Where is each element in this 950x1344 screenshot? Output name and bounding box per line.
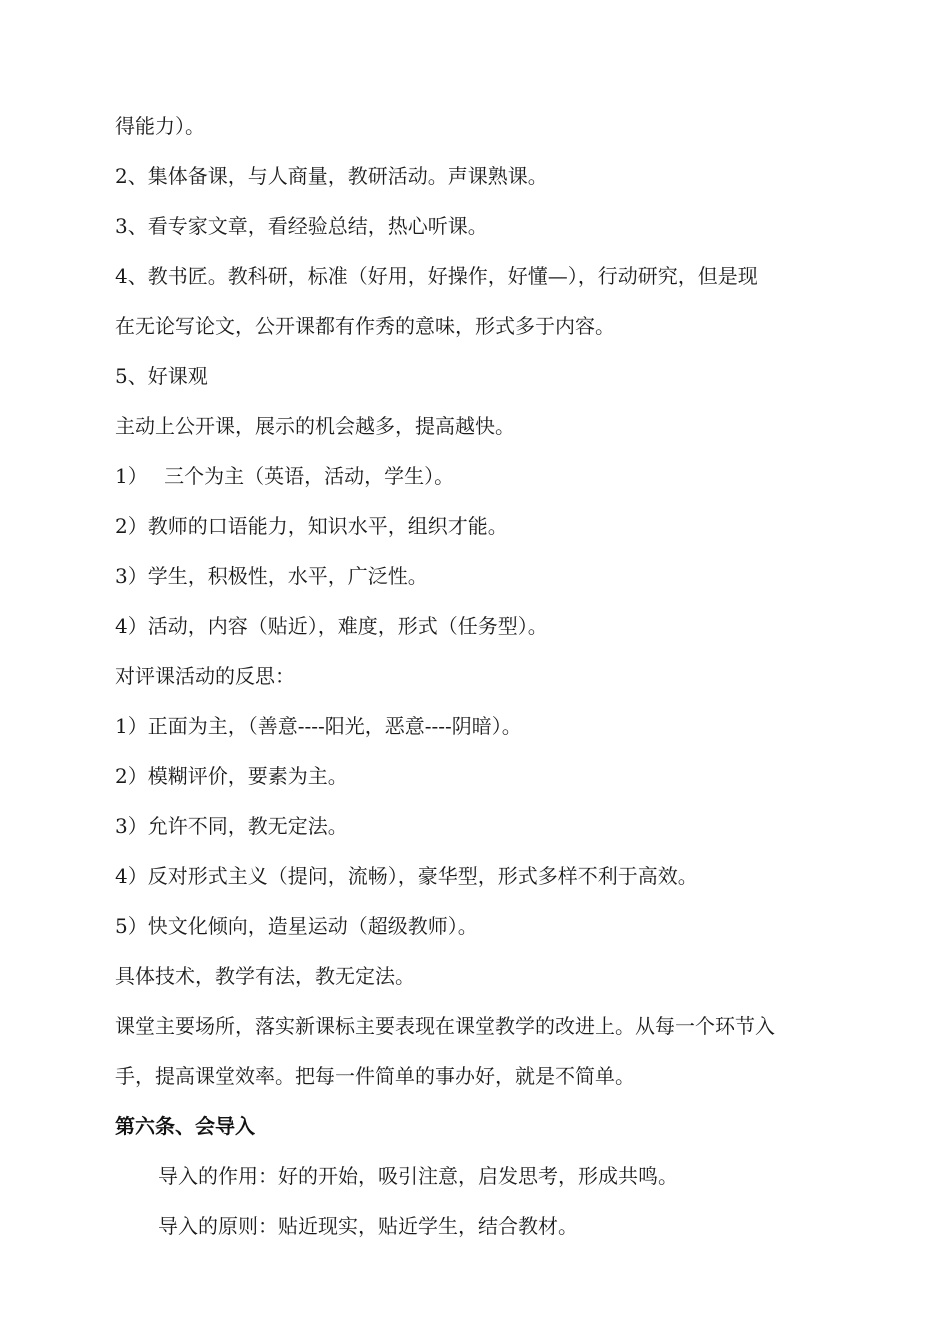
- text-line: 在无论写论文，公开课都有作秀的意味，形式多于内容。: [115, 314, 615, 338]
- text-line: 5）快文化倾向，造星运动（超级教师）。: [115, 914, 478, 938]
- text-line: 1）正面为主，（善意----阳光，恶意----阴暗）。: [115, 714, 522, 738]
- text-line: 4）活动，内容（贴近），难度，形式（任务型）。: [115, 614, 548, 638]
- text-line: 手，提高课堂效率。把每一件简单的事办好，就是不简单。: [115, 1064, 635, 1088]
- text-line: 3）允许不同，教无定法。: [115, 814, 348, 838]
- text-line: 2、集体备课，与人商量，教研活动。声课熟课。: [115, 164, 548, 188]
- intro-principle-text: 导入的原则：贴近现实，贴近学生，结合教材。: [158, 1214, 578, 1238]
- text-line: 得能力）。: [115, 114, 205, 138]
- text-line: 3）学生，积极性，水平，广泛性。: [115, 564, 428, 588]
- text-line: 4）反对形式主义（提问，流畅），豪华型，形式多样不利于高效。: [115, 864, 698, 888]
- text-line: 1） 三个为主（英语，活动，学生）。: [115, 464, 455, 488]
- text-line: 3、看专家文章，看经验总结，热心听课。: [115, 214, 488, 238]
- text-line: 2）教师的口语能力，知识水平，组织才能。: [115, 514, 508, 538]
- text-line: 4、教书匠。教科研，标准（好用，好操作，好懂—），行动研究，但是现: [115, 264, 758, 288]
- text-line: 课堂主要场所，落实新课标主要表现在课堂教学的改进上。从每一个环节入: [115, 1014, 775, 1038]
- text-line: 对评课活动的反思：: [115, 664, 295, 688]
- text-line: 具体技术，教学有法，教无定法。: [115, 964, 415, 988]
- text-line: 主动上公开课，展示的机会越多，提高越快。: [115, 414, 515, 438]
- section-heading: 第六条、会导入: [115, 1114, 255, 1138]
- text-line: 5、好课观: [115, 364, 208, 388]
- intro-purpose-text: 导入的作用：好的开始，吸引注意，启发思考，形成共鸣。: [158, 1164, 678, 1188]
- text-line: 2）模糊评价，要素为主。: [115, 764, 348, 788]
